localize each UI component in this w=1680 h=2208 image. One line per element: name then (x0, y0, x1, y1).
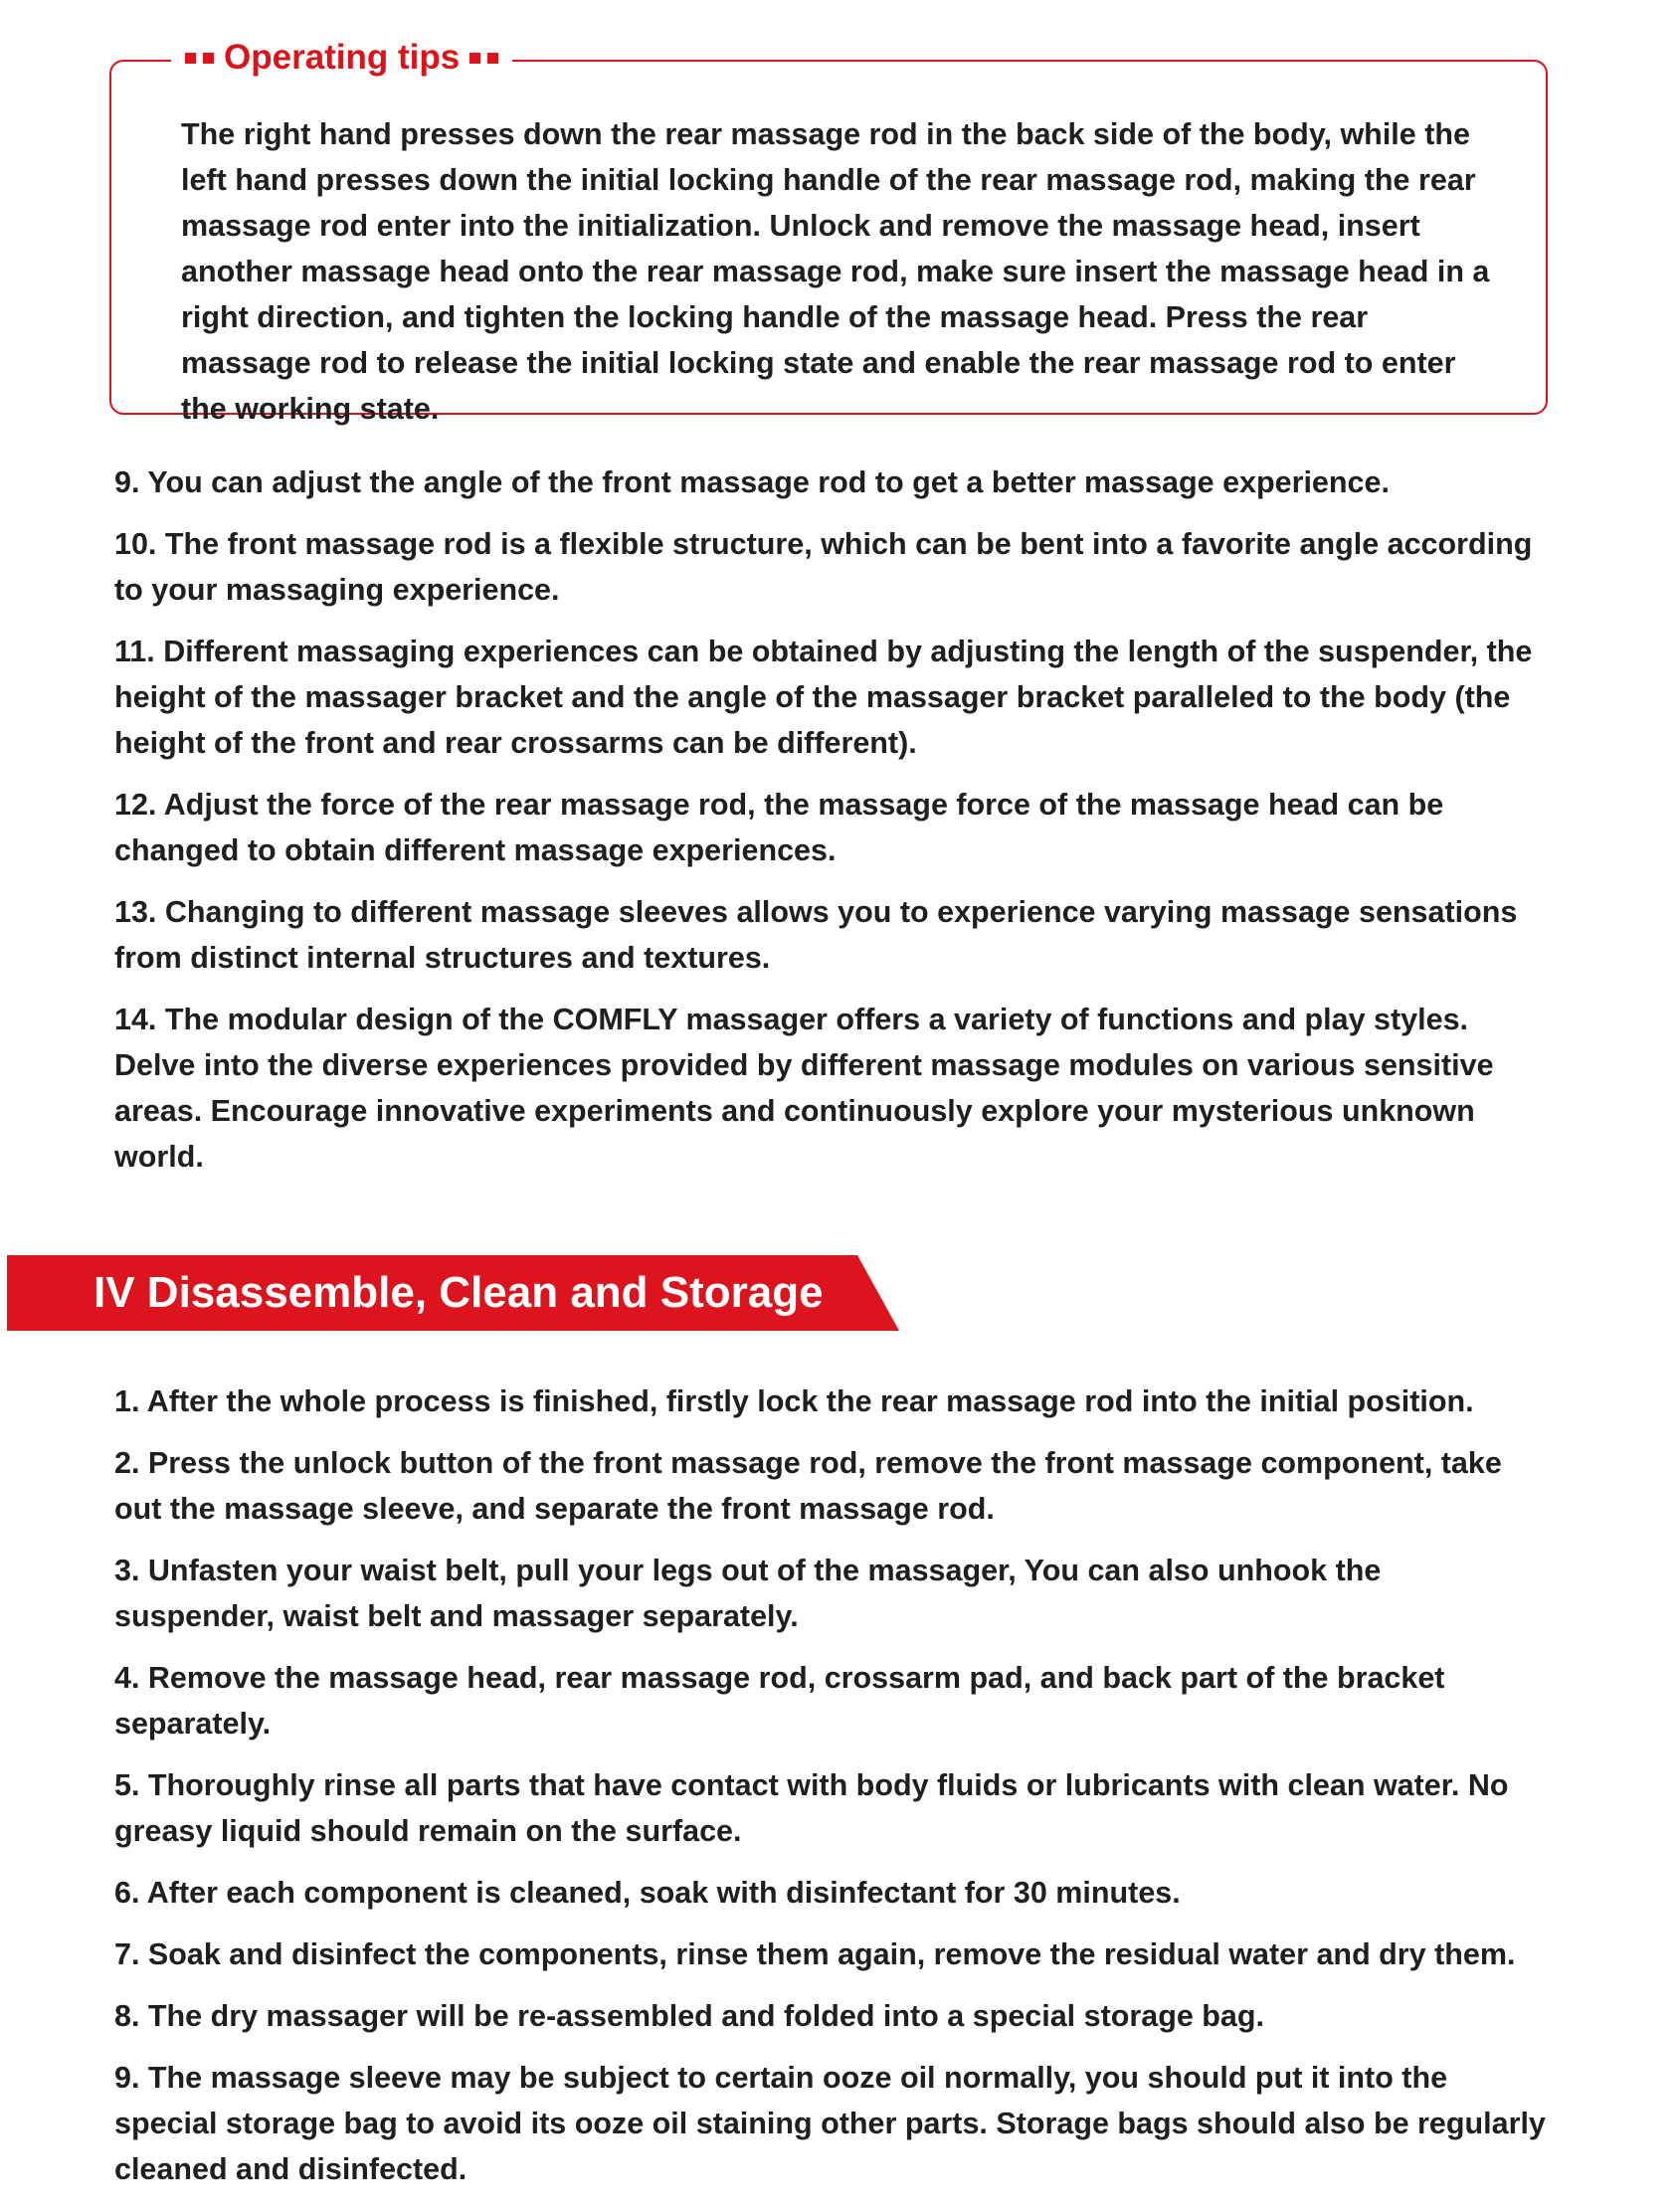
list-item: 13. Changing to different massage sleeves allows you to experience varying massage sensations from distinct internal structures and textures. (114, 895, 1518, 975)
list-item: 1. After the whole process is finished, firstly lock the rear massage rod into the initial position. (114, 1384, 1474, 1418)
list-item: 8. The dry massager will be re-assembled and folded into a special storage bag. (114, 1999, 1264, 2033)
section-title: IV Disassemble, Clean and Storage (93, 1268, 824, 1317)
list-item: 9. The massage sleeve may be subject to certain ooze oil normally, you should put it into the special storage bag to avoid its ooze oil staining other parts. Storage bags should also be regularly cleaned and disinfected. (114, 2061, 1546, 2186)
list-item: 3. Unfasten your waist belt, pull your legs out of the massager, You can also unhook the suspender, waist belt and massager separately. (114, 1554, 1382, 1633)
operating-tips-text: The right hand presses down the rear massage rod in the back side of the body, while the left hand presses down the initial locking handle of the rear massage rod, making the rear massage rod enter into the initialization. Unlock and remove the massage head, insert another massage head onto the rear massage rod, make sure insert the massage head in a right direction, and tighten the locking handle of the massage head. Press the rear massage rod to release the initial locking state and enable the rear massage rod to enter the working state. (181, 117, 1490, 426)
list-item: 9. You can adjust the angle of the front massage rod to get a better massage experience. (114, 465, 1390, 499)
square-bullets-icon (469, 53, 498, 64)
list-item: 5. Thoroughly rinse all parts that have contact with body fluids or lubricants with clean water. No greasy liquid should remain on the surface. (114, 1768, 1509, 1848)
list-item: 7. Soak and disinfect the components, rinse them again, remove the residual water and dry them. (114, 1937, 1516, 1971)
operating-tips-title: Operating tips (224, 38, 461, 77)
list-item: 6. After each component is cleaned, soak with disinfectant for 30 minutes. (114, 1876, 1181, 1910)
list-item: 12. Adjust the force of the rear massage rod, the massage force of the massage head can be changed to obtain different massage experiences. (114, 788, 1444, 867)
list-item: 11. Different massaging experiences can be obtained by adjusting the length of the suspender, the height of the massager bracket and the angle of the massager bracket paralleled to the body (the height of the front and rear crossarms can be different). (114, 635, 1533, 760)
list-item: 14. The modular design of the COMFLY massager offers a variety of functions and play styles. Delve into the diverse experiences provided by different massage modules on various sensitive areas. Encourage innovative experiments and continuously explore your mysterious unknown world. (114, 1003, 1494, 1174)
cleaning-steps-list (114, 1379, 1547, 2208)
list-item: 10. The front massage rod is a flexible structure, which can be bent into a favorite angle according to your massaging experience. (114, 527, 1533, 607)
usage-instructions-list (114, 460, 1547, 1196)
operating-tips-header (171, 36, 512, 80)
list-item: 4. Remove the massage head, rear massage rod, crossarm pad, and back part of the bracket separately. (114, 1661, 1445, 1741)
square-bullets-icon (185, 53, 214, 64)
list-item: 2. Press the unlock button of the front massage rod, remove the front massage component, take out the massage sleeve, and separate the front massage rod. (114, 1446, 1502, 1526)
